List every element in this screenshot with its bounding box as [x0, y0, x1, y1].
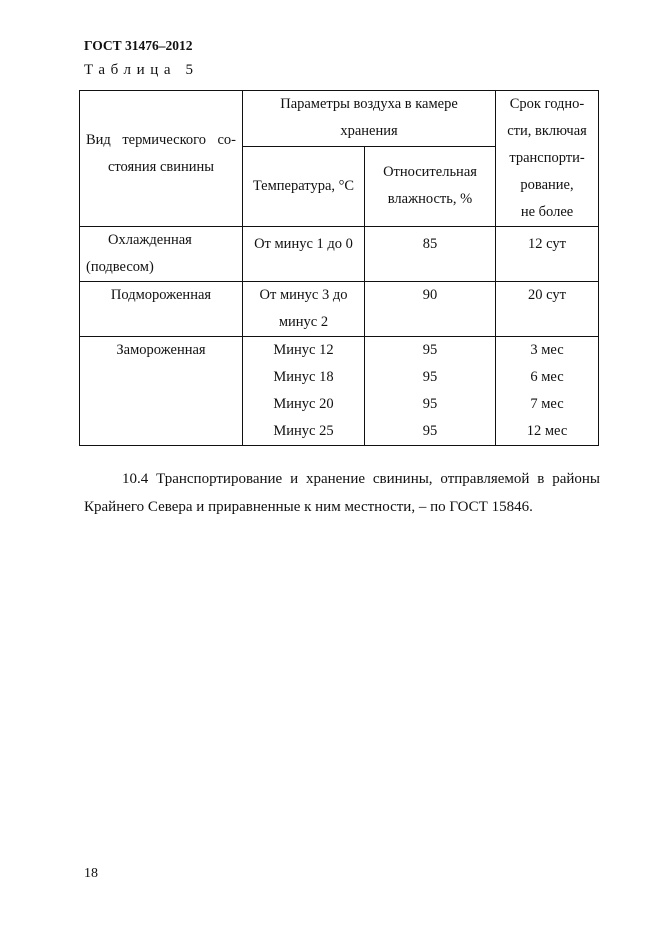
cell-line: 3 мес: [530, 342, 564, 358]
cell-line: 90: [422, 287, 438, 303]
cell-line: Подмороженная: [110, 287, 212, 303]
cell-line: От минус 1 до 0: [254, 236, 353, 252]
cell-line: 12 сут: [528, 236, 566, 252]
storage-parameters-table: [79, 90, 599, 446]
cell-line: (подвесом): [86, 259, 154, 275]
cell-kind: [80, 282, 243, 337]
table-caption: Таблица 5: [84, 62, 199, 78]
cell-line: Минус 25: [273, 423, 334, 439]
cell-line: 20 сут: [528, 287, 566, 303]
header-shelf-line: рование,: [520, 177, 574, 193]
table-row: [80, 337, 599, 446]
cell-line: Минус 18: [273, 369, 334, 385]
cell-line: 95: [422, 396, 438, 412]
cell-line: 95: [422, 423, 438, 439]
header-shelf-line: не более: [520, 204, 574, 220]
header-air-parameters: [243, 91, 496, 147]
header-kind-line: стояния свинины: [107, 158, 215, 175]
cell-temperature: [243, 337, 365, 446]
table-row: [80, 227, 599, 282]
header-air-line: Параметры воздуха в камере: [280, 96, 458, 112]
cell-shelf-life: [496, 337, 599, 446]
cell-humidity: [365, 227, 496, 282]
header-humidity-line: влажность, %: [387, 191, 473, 208]
paragraph-10-4: 10.4 Транспортирование и хранение свинины, отправляемой в районы Крайнего Севера и приравненные к ним местности, – по ГОСТ 15846.: [84, 471, 600, 515]
table-row: [80, 282, 599, 337]
header-temperature: Температура, °С: [243, 146, 365, 226]
cell-line: 95: [422, 369, 438, 385]
cell-humidity: [365, 337, 496, 446]
cell-line: 95: [422, 342, 438, 358]
header-shelf-line: Срок годно-: [509, 96, 585, 112]
header-shelf-line: сти, включая: [507, 123, 587, 139]
cell-line: 85: [422, 236, 438, 252]
cell-humidity: [365, 282, 496, 337]
page-number: 18: [84, 866, 98, 881]
cell-line: От минус 3 до: [259, 287, 348, 303]
cell-line: Минус 20: [273, 396, 334, 412]
cell-shelf-life: [496, 282, 599, 337]
cell-line: 6 мес: [530, 369, 564, 385]
cell-temperature: [243, 227, 365, 282]
header-kind-line: Вид термического со-: [86, 131, 236, 148]
cell-line: Минус 12: [273, 342, 334, 358]
header-air-line: хранения: [340, 123, 398, 139]
header-humidity-line: Относительная: [383, 164, 477, 181]
cell-line: 12 мес: [526, 423, 568, 439]
header-humidity: [365, 146, 496, 226]
cell-line: Замороженная: [116, 342, 206, 358]
cell-line: 7 мес: [530, 396, 564, 412]
cell-kind: [80, 227, 243, 282]
cell-line: Охлажденная: [108, 232, 192, 248]
header-shelf-life: [496, 91, 599, 227]
cell-shelf-life: [496, 227, 599, 282]
document-code: ГОСТ 31476–2012: [84, 38, 193, 53]
cell-line: минус 2: [278, 314, 329, 330]
header-shelf-line: транспорти-: [509, 150, 585, 166]
header-kind: [80, 91, 243, 227]
cell-temperature: [243, 282, 365, 337]
cell-kind: [80, 337, 243, 446]
